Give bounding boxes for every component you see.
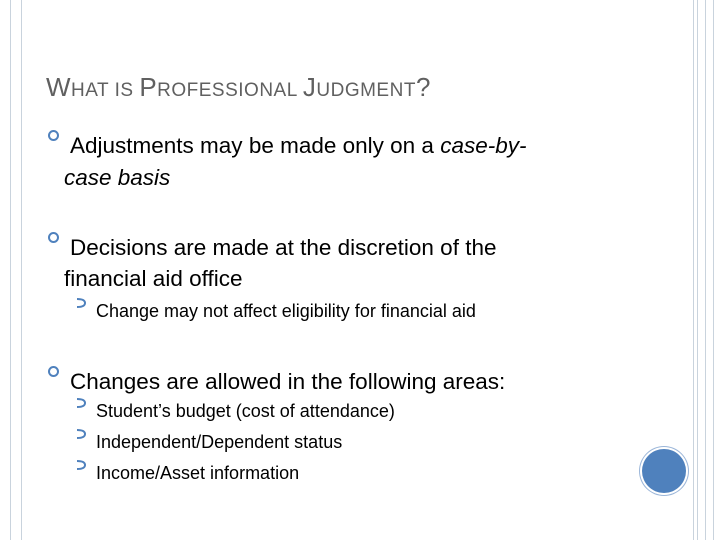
slide-title: WHAT IS PROFESSIONAL JUDGMENT? bbox=[46, 72, 431, 102]
bullet-text: Changes are allowed in the following areas: bbox=[70, 369, 506, 394]
sub-bullet-item bbox=[96, 396, 395, 427]
rounded-arrow-bullet-icon bbox=[74, 296, 88, 310]
open-circle-bullet-icon bbox=[47, 129, 60, 142]
rounded-arrow-bullet-icon bbox=[74, 458, 88, 472]
sub-bullet-item bbox=[96, 296, 476, 327]
open-circle-bullet-icon bbox=[47, 231, 60, 244]
rounded-arrow-bullet-icon bbox=[74, 396, 88, 410]
bullet-text: Decisions are made at the discretion of the bbox=[70, 235, 497, 260]
bullet-text: Adjustments may be made only on a bbox=[70, 133, 441, 158]
bullet-item-1-continuation: case basis bbox=[64, 165, 171, 190]
bullet-item-3 bbox=[70, 364, 505, 399]
open-circle-bullet-icon bbox=[47, 365, 60, 378]
sub-bullet-item bbox=[96, 458, 299, 489]
sub-bullet-text: Income/Asset information bbox=[96, 463, 300, 483]
sub-bullet-item bbox=[96, 427, 342, 458]
left-frame-border bbox=[10, 0, 22, 540]
bullet-emphasis: case-by- bbox=[440, 133, 527, 158]
sub-bullet-text: Independent/Dependent status bbox=[96, 432, 343, 452]
bullet-item-2-continuation: financial aid office bbox=[64, 266, 243, 291]
sub-bullet-text: Change may not affect eligibility for financial aid bbox=[96, 301, 476, 321]
decorative-circle bbox=[642, 449, 686, 493]
bullet-item-2 bbox=[70, 230, 496, 265]
sub-bullet-text: Student’s budget (cost of attendance) bbox=[96, 401, 395, 421]
bullet-item-1 bbox=[70, 128, 526, 163]
right-frame-border bbox=[693, 0, 717, 540]
rounded-arrow-bullet-icon bbox=[74, 427, 88, 441]
